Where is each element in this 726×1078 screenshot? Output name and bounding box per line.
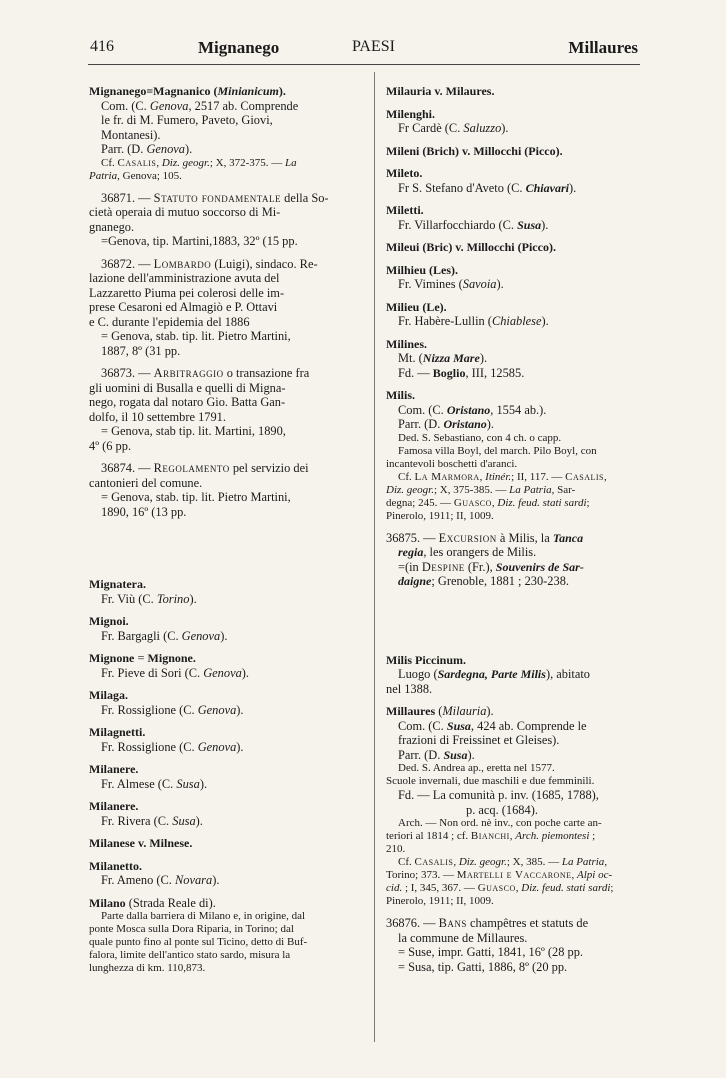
bibliography-entry-36876: 36876. — Bans champêtres et statuts de la commune de Millaures. = Suse, impr. Gatti, 1841, 16º (28 pp. = Susa, tip. Gatti, 1886, 8º (20 pp. (386, 916, 589, 974)
entry-number: 36871. — (101, 190, 154, 205)
headword: Mignone (89, 651, 135, 665)
entry-line: le fr. di M. Fumero, Paveto, Giovi, (101, 113, 273, 127)
left-running-headword: Mignanego (198, 38, 280, 57)
entry-milines: Milines. Mt. (Nizza Mare). Fd. — Boglio, III, 12585. (386, 337, 640, 381)
entry-milagnetti: Milagnetti. Fr. Rossiglione (C. Genova). (89, 725, 377, 754)
entry-mileto: Mileto. Fr S. Stefano d'Aveto (C. Chiavari). (386, 166, 640, 195)
entry-milanetto: Milanetto. Fr. Ameno (C. Novara). (89, 859, 377, 888)
page-number: 416 (90, 38, 114, 55)
headword: Milis Piccinum. (386, 652, 466, 667)
headword: Milanese v. Milnese. (89, 836, 193, 850)
headword: Milanere. (89, 799, 139, 813)
entry-mignoi: Mignoi. Fr. Bargagli (C. Genova). (89, 614, 377, 643)
headword: Milhieu (Les). (386, 262, 458, 277)
entry-number: 36872. — (101, 256, 154, 271)
headword: Milenghi. (386, 106, 436, 121)
headword: Mignatera. (89, 577, 146, 591)
entry-mileui (386, 240, 640, 255)
headword: Milanere. (89, 762, 139, 776)
headword: Mileni (Brich) v. Millocchi (Picco). (386, 143, 563, 158)
entry-milauria (386, 84, 640, 99)
entry-number: 36876. — (386, 916, 439, 930)
headword: Milauria v. Milaures. (386, 84, 495, 98)
headword: Milano (89, 895, 126, 910)
bibliography-entry-36875: 36875. — Excursion à Milis, la Tanca regia, les orangers de Milis. =(in Despine (Fr.), Souvenirs de Sar- daigne; Grenoble, 1881 ; 230-238. (386, 530, 584, 588)
headword: Milines. (386, 336, 427, 351)
bibliography-entry-36873: 36873. — Arbitraggio o transazione fra gli uomini di Busalla e quelli di Migna- nego, rogata dal notaro Gio. Batta Gan- dolfo, il 10 settembre 1791. = Genova, stab tip. lit. Martini, 1890, 4º (6 pp. (89, 366, 310, 453)
entry-milenghi: Milenghi. Fr Cardè (C. Saluzzo). (386, 107, 640, 136)
right-running-headword: Millaures (568, 38, 638, 57)
headword: Millaures (386, 704, 436, 718)
header-rule (88, 64, 640, 65)
entry-milis: Milis. Com. (C. Oristano, 1554 ab.). Parr. (D. Oristano). Ded. S. Sebastiano, con 4 ch. o capp. Famosa villa Boyl, del march. Pilo Boyl, con incantevoli boschetti d'aranci. Cf. La Marmora, Itinér.; II, 117. — Casalis, Diz. geogr.; X, 375-385. — La Patria, Sar- degna; 245. — Guasco, Diz. feud. stati sardi; Pinerolo, 1911; II, 1009. (386, 388, 640, 523)
entry-line: Com. (C. Genova, 2517 ab. Comprende (101, 98, 299, 113)
entry-number: 36873. — (101, 366, 154, 380)
headword: Mignanego (89, 84, 147, 98)
headword-variant: =Magnanico ( (146, 84, 218, 98)
entry-milhieu: Milhieu (Les). Fr. Vimines (Savoia). (386, 263, 640, 292)
headword: Milieu (Le). (386, 299, 447, 314)
headword: Mileto. (386, 166, 423, 180)
entry-line: Parr. (D. Genova). (101, 142, 193, 156)
entry-mignanego (89, 84, 377, 183)
entry-miletti: Miletti. Fr. Villarfocchiardo (C. Susa). (386, 203, 640, 232)
headword: Mignoi. (89, 614, 129, 628)
headword: Milis. (386, 388, 415, 402)
entry-milano: Milano (Strada Reale di). Parte dalla barriera di Milano e, in origine, dal ponte Mosca sulla Dora Riparia, in Torino; dal quale punto fino al ponte sul Ticino, detto di Buf- falora, limite dell'antico stato sardo, misura la lunghezza di km. 110,873. (89, 895, 308, 974)
bibliography-entry-36872: 36872. — Lombardo (Luigi), sindaco. Re- lazione dell'amministrazione avuta del Lazzaretto Piuma pei colerosi delle im- prese Cesaroni ed Almagiò e P. Ottavi e C. durante l'epidemia del 1886 = Genova, stab. tip. lit. Pietro Martini, 1887, 8º (31 pp. (89, 256, 318, 358)
running-header (90, 38, 638, 60)
entry-milanere-almese: Milanere. Fr. Almese (C. Susa). (89, 762, 377, 791)
entry-mignatera: Mignatera. Fr. Viù (C. Torino). (89, 577, 377, 606)
entry-millaures: Millaures (Milauria). Com. (C. Susa, 424 ab. Comprende le frazioni di Freissinet et Gleises). Parr. (D. Susa). Ded. S. Andrea ap., eretta nel 1577. Scuole invernali, due maschili e due femminili. Fd. — La comunità p. inv. (1685, 1788), p. acq. (1684). Arch. — Non ord. nè inv., con poche carte an- teriori al 1814 ; cf. Bianchi, Arch. piemontesi ; 210. Cf. Casalis, Diz. geogr.; X, 385. — La Patria, Torino; 373. — Martelli e Vaccarone, Alpi oc- cid. ; I, 345, 367. — Guasco, Diz. feud. stati sardi; Pinerolo, 1911; II, 1009. (386, 704, 614, 907)
right-column (386, 84, 640, 982)
headword: Milagnetti. (89, 725, 146, 739)
section-title: PAESI (352, 38, 395, 55)
entry-milaga: Milaga. Fr. Rossiglione (C. Genova). (89, 688, 377, 717)
reference-note: Patria, Genova; 105. (89, 169, 182, 182)
headword-latin: Minianicum (217, 84, 279, 98)
entry-mignone: Mignone = Mignone. Fr. Pieve di Sori (C. Genova). (89, 651, 250, 680)
entry-milieu: Milieu (Le). Fr. Habère-Lullin (Chiablese). (386, 300, 640, 329)
reference-note: Cf. Casalis, Diz. geogr.; X, 372-375. — La (101, 156, 297, 169)
entry-milanese (89, 836, 377, 851)
entry-number: 36874. — (101, 461, 154, 475)
headword-close: ). (278, 84, 286, 98)
headword: Milaga. (89, 688, 128, 702)
entry-milanere-rivera: Milanere. Fr. Rivera (C. Susa). (89, 799, 377, 828)
entry-number: 36875. — (386, 530, 439, 545)
bibliography-entry-36874: 36874. — Regolamento pel servizio dei cantonieri del comune. = Genova, stab. tip. lit. Pietro Martini, 1890, 16º (13 pp. (89, 461, 309, 519)
entry-mileni (386, 144, 640, 159)
left-column (89, 84, 377, 983)
bibliography-entry-36871: 36871. — Statuto fondamentale della So- cietà operaia di mutuo soccorso di Mi- gnanego. =Genova, tip. Martini,1883, 32º (15 pp. (89, 190, 329, 248)
entry-line: Montanesi). (101, 127, 161, 142)
headword: Milanetto. (89, 858, 142, 873)
headword: Mileui (Bric) v. Millocchi (Picco). (386, 240, 556, 254)
entry-milis-piccinum: Milis Piccinum. Luogo (Sardegna, Parte Milis), abitato nel 1388. (386, 653, 640, 697)
headword: Miletti. (386, 203, 424, 217)
